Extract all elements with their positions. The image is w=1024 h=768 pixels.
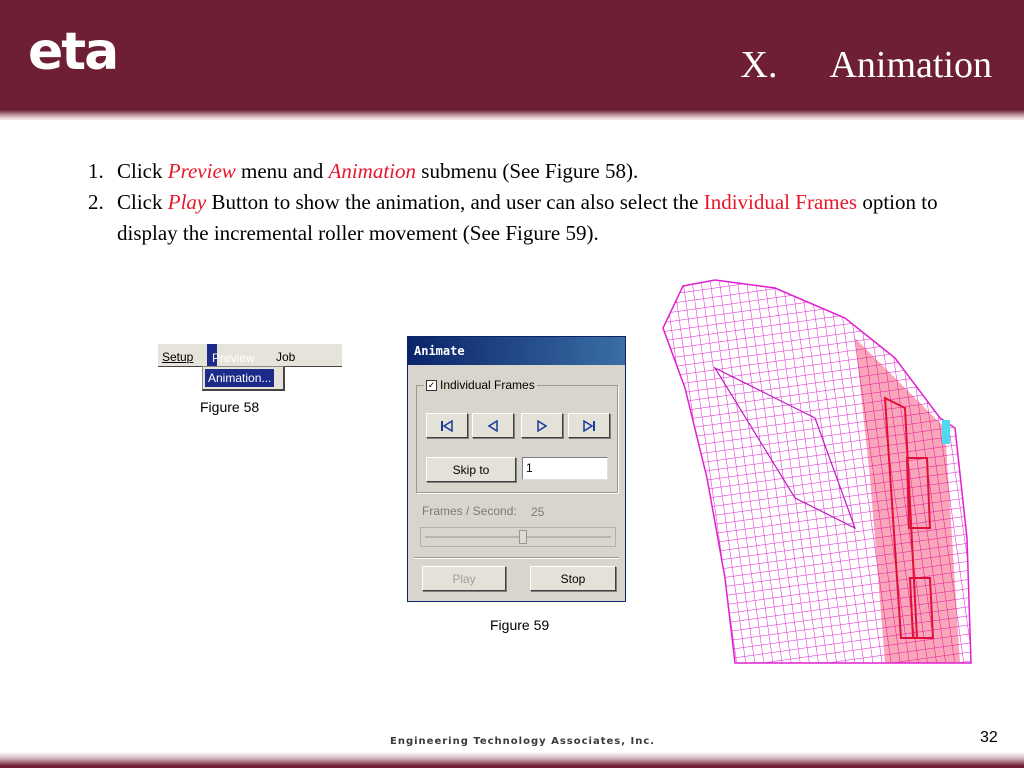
step-text-part: Click — [117, 159, 168, 183]
header-band — [0, 0, 1024, 120]
individual-frames-ref: Individual Frames — [703, 190, 858, 214]
menu-item-animation[interactable]: Animation... — [205, 369, 274, 387]
slide-title — [741, 46, 993, 84]
menu-job-label: Job — [276, 350, 296, 364]
play-button-ref: Play — [167, 190, 207, 214]
dialog-title: Animate — [408, 337, 625, 365]
menu-bar — [158, 344, 342, 367]
first-frame-icon — [440, 420, 454, 432]
stop-button[interactable]: Stop — [530, 566, 616, 591]
footer-company-name: Engineering Technology Associates, Inc. — [390, 736, 656, 747]
first-frame-button[interactable] — [426, 413, 468, 438]
step-text-part: Click — [117, 190, 168, 214]
frames-per-second-value: 25 — [531, 505, 545, 519]
previous-frame-button[interactable] — [472, 413, 514, 438]
instruction-step-1 — [88, 156, 968, 187]
step-text-part: submenu (See Figure 58). — [416, 159, 639, 183]
skip-to-button[interactable]: Skip to — [426, 457, 516, 482]
skip-to-field[interactable]: 1 — [522, 457, 608, 480]
individual-frames-label: Individual Frames — [440, 378, 535, 392]
frames-per-second-slider[interactable] — [420, 527, 616, 547]
animate-dialog — [407, 336, 626, 602]
instruction-step-2 — [88, 187, 968, 249]
next-frame-button[interactable] — [521, 413, 563, 438]
play-button[interactable]: Play — [422, 566, 506, 591]
figure-58-caption: Figure 58 — [200, 399, 260, 415]
animation-submenu-ref: Animation — [328, 159, 417, 183]
step-number: 1. — [88, 159, 104, 183]
last-frame-icon — [582, 420, 596, 432]
slider-thumb[interactable] — [519, 530, 527, 544]
preview-menu-ref: Preview — [167, 159, 236, 183]
dialog-separator — [414, 557, 619, 559]
step-text-part: option to display the incremental roller movement (See Figure 59). — [117, 190, 938, 245]
menu-setup-label: Setup — [162, 350, 194, 364]
previous-frame-icon — [486, 420, 500, 432]
menu-preview-label: Preview — [212, 351, 255, 365]
next-frame-icon — [535, 420, 549, 432]
figure-59-caption: Figure 59 — [490, 617, 550, 633]
frames-per-second-label: Frames / Second: — [422, 504, 517, 518]
step-text-part: menu and — [235, 159, 329, 183]
individual-frames-checkbox[interactable] — [424, 378, 537, 392]
section-title: Animation — [829, 44, 992, 86]
step-text — [117, 187, 968, 249]
checkmark-icon: ✓ — [427, 379, 436, 390]
section-number: X. — [740, 44, 778, 86]
step-number: 2. — [88, 190, 104, 214]
step-text — [117, 156, 638, 187]
slider-track — [425, 536, 611, 538]
eta-logo: eta — [28, 22, 118, 82]
step-text-part: Button to show the animation, and user can also select the — [206, 190, 704, 214]
footer-band — [0, 752, 1024, 768]
page-number: 32 — [980, 729, 998, 746]
roller-mesh-image — [655, 278, 975, 668]
menu-preview[interactable] — [207, 344, 255, 366]
preview-submenu — [202, 366, 285, 391]
instruction-list — [88, 156, 968, 249]
last-frame-button[interactable] — [568, 413, 610, 438]
